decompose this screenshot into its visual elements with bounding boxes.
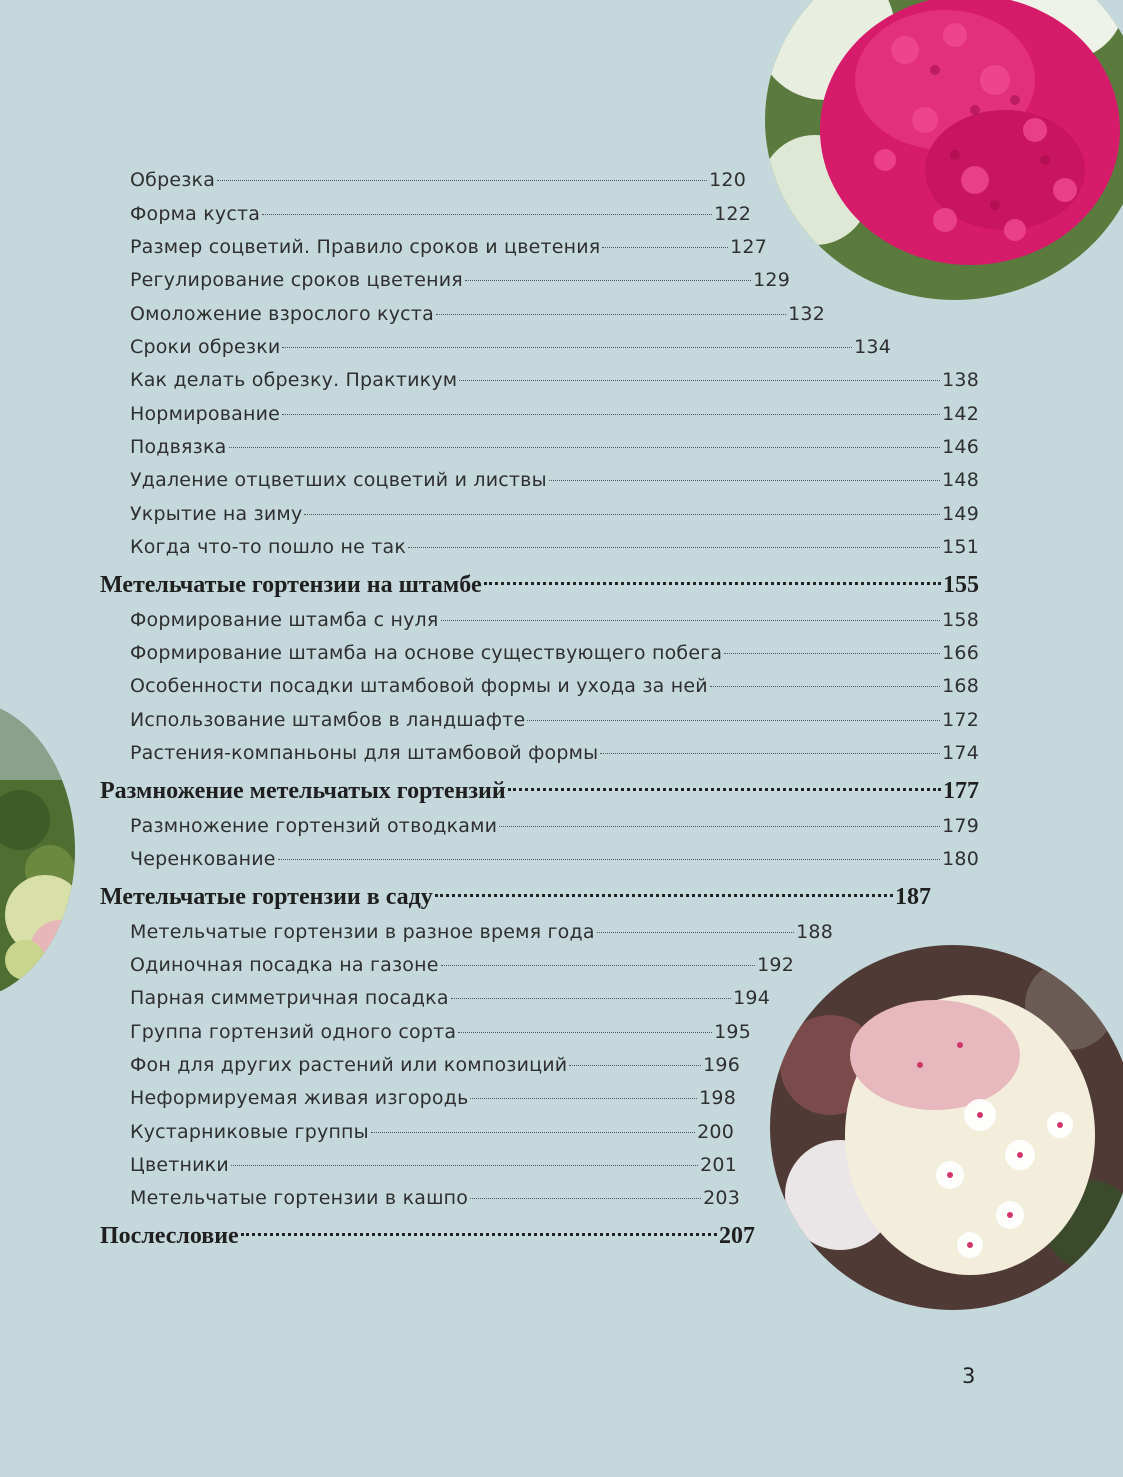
toc-section-title: Метельчатые гортензии в саду xyxy=(100,884,433,910)
toc-entry[interactable] xyxy=(130,232,767,262)
toc-leader-dots xyxy=(282,414,940,415)
toc-entry-title: Омоложение взрослого куста xyxy=(130,303,434,325)
toc-section-entry[interactable] xyxy=(100,568,979,602)
toc-entry-page: 166 xyxy=(942,642,979,664)
toc-leader-dots xyxy=(241,1233,717,1236)
toc-entry-title: Нормирование xyxy=(130,403,281,425)
toc-entry[interactable] xyxy=(130,432,979,462)
toc-section-title: Метельчатые гортензии на штамбе xyxy=(100,572,482,598)
toc-entry-page: 138 xyxy=(942,369,979,391)
toc-leader-dots xyxy=(217,180,707,181)
toc-entry[interactable] xyxy=(130,1017,751,1047)
toc-leader-dots xyxy=(597,932,794,933)
toc-entry[interactable] xyxy=(130,265,790,295)
toc-entry-page: 142 xyxy=(942,403,979,425)
toc-entry-page: 158 xyxy=(942,609,979,631)
toc-entry-page: 194 xyxy=(733,987,770,1009)
toc-entry[interactable] xyxy=(130,1083,736,1113)
toc-entry-title: Укрытие на зиму xyxy=(130,503,303,525)
toc-entry-page: 195 xyxy=(714,1021,751,1043)
toc-entry-title: Сроки обрезки xyxy=(130,336,281,358)
toc-leader-dots xyxy=(470,1198,701,1199)
toc-leader-dots xyxy=(304,514,940,515)
toc-entry-page: 127 xyxy=(730,236,767,258)
toc-entry-title: Обрезка xyxy=(130,169,216,191)
toc-entry-title: Как делать обрезку. Практикум xyxy=(130,369,458,391)
toc-entry-page: 196 xyxy=(703,1054,740,1076)
toc-entry-page: 168 xyxy=(942,675,979,697)
toc-entry-page: 148 xyxy=(942,469,979,491)
toc-entry-page: 172 xyxy=(942,709,979,731)
toc-section-page: 177 xyxy=(943,778,979,804)
toc-entry-title: Цветники xyxy=(130,1154,229,1176)
toc-entry-title: Подвязка xyxy=(130,436,227,458)
toc-leader-dots xyxy=(549,480,940,481)
toc-entry-page: 203 xyxy=(703,1187,740,1209)
toc-leader-dots xyxy=(508,788,941,791)
toc-entry-page: 201 xyxy=(700,1154,737,1176)
toc-leader-dots xyxy=(408,547,940,548)
toc-entry[interactable] xyxy=(130,671,979,701)
toc-entry-title: Неформируемая живая изгородь xyxy=(130,1087,469,1109)
toc-leader-dots xyxy=(229,447,941,448)
toc-entry-page: 122 xyxy=(714,203,751,225)
toc-entry-title: Фон для других растений или композиций xyxy=(130,1054,568,1076)
toc-entry-title: Форма куста xyxy=(130,203,261,225)
toc-entry[interactable] xyxy=(130,983,770,1013)
toc-leader-dots xyxy=(484,582,941,585)
toc-section-entry[interactable] xyxy=(100,880,931,914)
toc-entry[interactable] xyxy=(130,738,979,768)
toc-entry[interactable] xyxy=(130,332,891,362)
toc-entry-title: Использование штамбов в ландшафте xyxy=(130,709,526,731)
toc-section-page: 155 xyxy=(943,572,979,598)
toc-entry[interactable] xyxy=(130,165,746,195)
toc-entry[interactable] xyxy=(130,1183,740,1213)
toc-entry-title: Размножение гортензий отводками xyxy=(130,815,498,837)
toc-entry-page: 129 xyxy=(753,269,790,291)
toc-entry-page: 192 xyxy=(757,954,794,976)
toc-entry-title: Парная симметричная посадка xyxy=(130,987,449,1009)
toc-entry-title: Метельчатые гортензии в разное время года xyxy=(130,921,595,943)
toc-entry-page: 134 xyxy=(854,336,891,358)
toc-leader-dots xyxy=(470,1098,697,1099)
toc-section-entry[interactable] xyxy=(100,1219,755,1253)
toc-entry[interactable] xyxy=(130,299,825,329)
toc-entry[interactable] xyxy=(130,811,979,841)
toc-entry-title: Одиночная посадка на газоне xyxy=(130,954,439,976)
toc-entry[interactable] xyxy=(130,1050,740,1080)
toc-entry-page: 200 xyxy=(697,1121,734,1143)
toc-entry-page: 146 xyxy=(942,436,979,458)
toc-entry-title: Особенности посадки штамбовой формы и ухода за ней xyxy=(130,675,708,697)
toc-entry[interactable] xyxy=(130,499,979,529)
toc-leader-dots xyxy=(441,620,941,621)
toc-entry[interactable] xyxy=(130,399,979,429)
toc-entry[interactable] xyxy=(130,844,979,874)
toc-section-page: 207 xyxy=(719,1223,755,1249)
toc-entry-title: Черенкование xyxy=(130,848,276,870)
toc-leader-dots xyxy=(441,965,755,966)
toc-entry-title: Метельчатые гортензии в кашпо xyxy=(130,1187,469,1209)
toc-entry[interactable] xyxy=(130,365,979,395)
toc-leader-dots xyxy=(436,314,786,315)
toc-leader-dots xyxy=(602,247,728,248)
toc-entry-title: Когда что-то пошло не так xyxy=(130,536,407,558)
toc-entry[interactable] xyxy=(130,950,794,980)
page-number: 3 xyxy=(962,1364,976,1388)
toc-entry[interactable] xyxy=(130,605,979,635)
toc-leader-dots xyxy=(282,347,852,348)
toc-leader-dots xyxy=(458,1032,712,1033)
toc-leader-dots xyxy=(600,753,940,754)
toc-leader-dots xyxy=(499,826,940,827)
toc-leader-dots xyxy=(451,998,731,999)
toc-entry-page: 120 xyxy=(709,169,746,191)
toc-entry-title: Формирование штамба на основе существующего побега xyxy=(130,642,723,664)
toc-leader-dots xyxy=(465,280,751,281)
toc-entry-page: 180 xyxy=(942,848,979,870)
toc-entry-title: Кустарниковые группы xyxy=(130,1121,369,1143)
toc-section-title: Послесловие xyxy=(100,1223,239,1249)
toc-entry[interactable] xyxy=(130,1117,734,1147)
toc-entry-page: 188 xyxy=(796,921,833,943)
toc-entry-page: 149 xyxy=(942,503,979,525)
toc-leader-dots xyxy=(724,653,940,654)
toc-entry-page: 132 xyxy=(788,303,825,325)
toc-entry-page: 179 xyxy=(942,815,979,837)
toc-entry-title: Группа гортензий одного сорта xyxy=(130,1021,457,1043)
toc-leader-dots xyxy=(569,1065,701,1066)
toc-leader-dots xyxy=(459,380,940,381)
toc-leader-dots xyxy=(527,720,940,721)
toc-leader-dots xyxy=(231,1165,698,1166)
toc-section-entry[interactable] xyxy=(100,774,979,808)
toc-leader-dots xyxy=(262,214,712,215)
toc-leader-dots xyxy=(435,894,893,897)
toc-entry[interactable] xyxy=(130,638,979,668)
toc-entry[interactable] xyxy=(130,532,979,562)
toc-entry-page: 151 xyxy=(942,536,979,558)
toc-entry-page: 198 xyxy=(699,1087,736,1109)
toc-entry[interactable] xyxy=(130,705,979,735)
toc-section-title: Размножение метельчатых гортензий xyxy=(100,778,506,804)
toc-entry-title: Размер соцветий. Правило сроков и цветения xyxy=(130,236,601,258)
toc-entry[interactable] xyxy=(130,917,833,947)
toc-leader-dots xyxy=(371,1132,695,1133)
toc-entry-title: Регулирование сроков цветения xyxy=(130,269,463,291)
toc-entry-title: Удаление отцветших соцветий и листвы xyxy=(130,469,547,491)
toc-entry-page: 174 xyxy=(942,742,979,764)
toc-entry[interactable] xyxy=(130,1150,737,1180)
toc-leader-dots xyxy=(278,859,940,860)
toc-entry-title: Формирование штамба с нуля xyxy=(130,609,439,631)
toc-leader-dots xyxy=(710,686,940,687)
toc-entry[interactable] xyxy=(130,465,979,495)
toc-entry-title: Растения-компаньоны для штамбовой формы xyxy=(130,742,599,764)
toc-section-page: 187 xyxy=(895,884,931,910)
toc-entry[interactable] xyxy=(130,199,751,229)
